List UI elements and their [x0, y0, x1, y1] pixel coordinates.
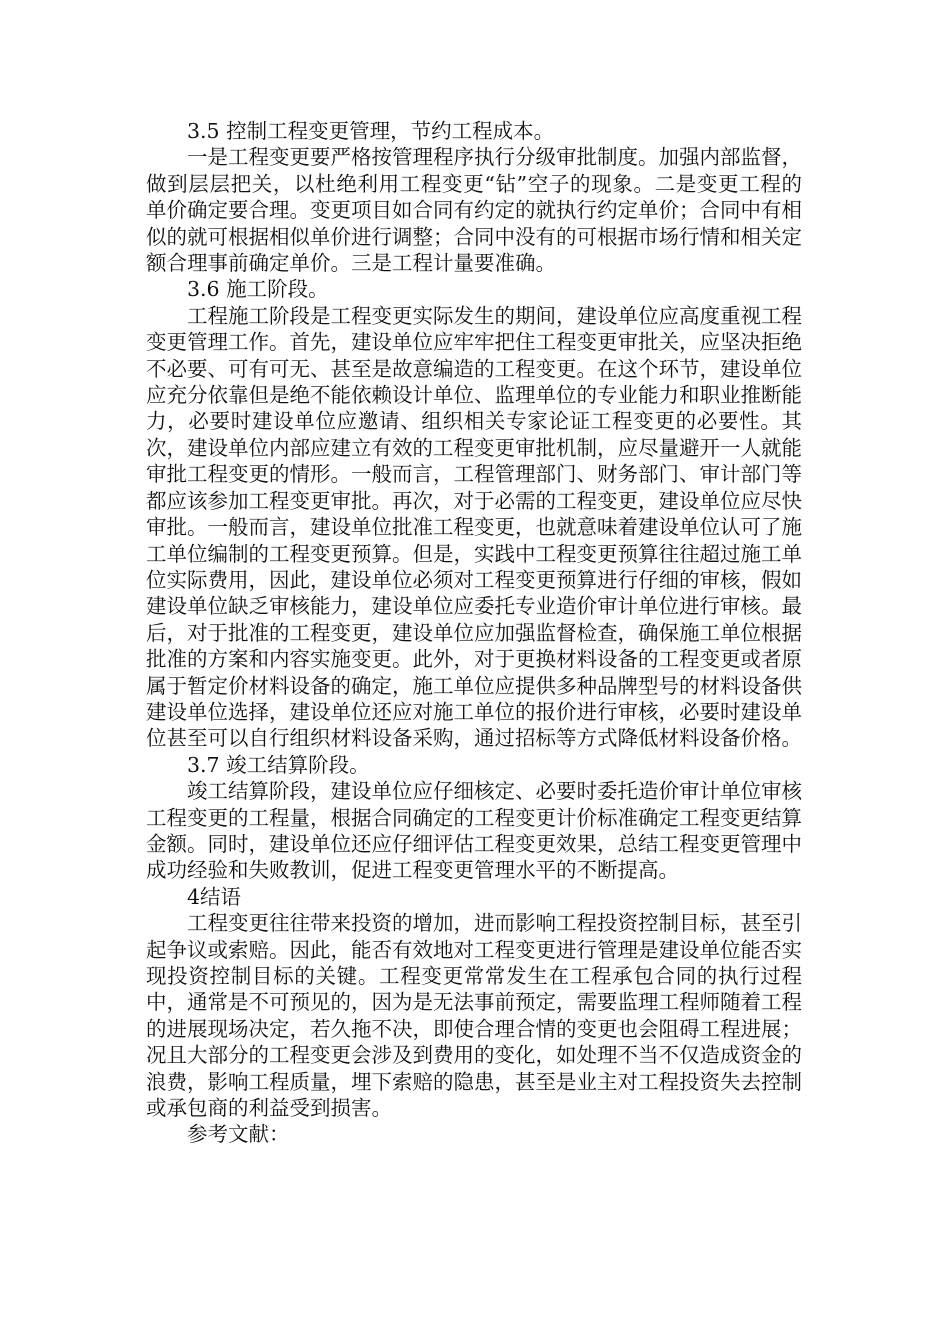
- section-body-3-5: 一是工程变更要严格按管理程序执行分级审批制度。加强内部监督，做到层层把关，以杜绝利用工程变更“钻”空子的现象。二是变更工程的单价确定要合理。变更项目如合同有约定的就执行约定单价；合同中有相似的就可根据相似单价进行调整；合同中没有的可根据市场行情和相关定额合理事前确定单价。三是工程计量要准确。: [146, 145, 802, 276]
- section-body-3-7: 竣工结算阶段，建设单位应仔细核定、必要时委托造价审计单位审核工程变更的工程量，根据合同确定的工程变更计价标准确定工程变更结算金额。同时，建设单位还应仔细评估工程变更效果，总结工程变更管理中成功经验和失败教训，促进工程变更管理水平的不断提高。: [146, 779, 802, 883]
- section-heading-3-7: 3.7 竣工结算阶段。: [187, 752, 370, 777]
- section-body-3-6: 工程施工阶段是工程变更实际发生的期间，建设单位应高度重视工程变更管理工作。首先，建设单位应牢牢把住工程变更审批关，应坚决拒绝不必要、可有可无、甚至是故意编造的工程变更。在这个环节，建设单位应充分依靠但是绝不能依赖设计单位、监理单位的专业能力和职业推断能力，必要时建设单位应邀请、组织相关专家论证工程变更的必要性。其次，建设单位内部应建立有效的工程变更审批机制，应尽量避开一人就能审批工程变更的情形。一般而言，工程管理部门、财务部门、审计部门等都应该参加工程变更审批。再次，对于必需的工程变更，建设单位应尽快审批。一般而言，建设单位批准工程变更，也就意味着建设单位认可了施工单位编制的工程变更预算。但是，实践中工程变更预算往往超过施工单位实际费用，因此，建设单位必须对工程变更预算进行仔细的审核，假如建设单位缺乏审核能力，建设单位应委托专业造价审计单位进行审核。最后，对于批准的工程变更，建设单位应加强监督检查，确保施工单位根据批准的方案和内容实施变更。此外，对于更换材料设备的工程变更或者原属于暂定价材料设备的确定，施工单位应提供多种品牌型号的材料设备供建设单位选择，建设单位还应对施工单位的报价进行审核，必要时建设单位甚至可以自行组织材料设备采购，通过招标等方式降低材料设备价格。: [146, 303, 802, 751]
- section-body-4: 工程变更往往带来投资的增加，进而影响工程投资控制目标，甚至引起争议或索赔。因此，能否有效地对工程变更进行管理是建设单位能否实现投资控制目标的关键。工程变更常常发生在工程承包合同的执行过程中，通常是不可预见的，因为是无法事前预定，需要监理工程师随着工程的进展现场决定，若久拖不决，即使合理合情的变更也会阻碍工程进展；况且大部分的工程变更会涉及到费用的变化，如处理不当不仅造成资金的浪费，影响工程质量，埋下索赔的隐患，甚至是业主对工程投资失去控制或承包商的利益受到损害。: [146, 911, 802, 1121]
- references-label: 参考文献：: [187, 1122, 290, 1147]
- section-heading-3-5: 3.5 控制工程变更管理，节约工程成本。: [187, 119, 555, 143]
- section-heading-4: 4结语: [187, 884, 242, 909]
- document-page: [146, 118, 802, 1148]
- section-heading-3-6: 3.6 施工阶段。: [187, 277, 329, 302]
